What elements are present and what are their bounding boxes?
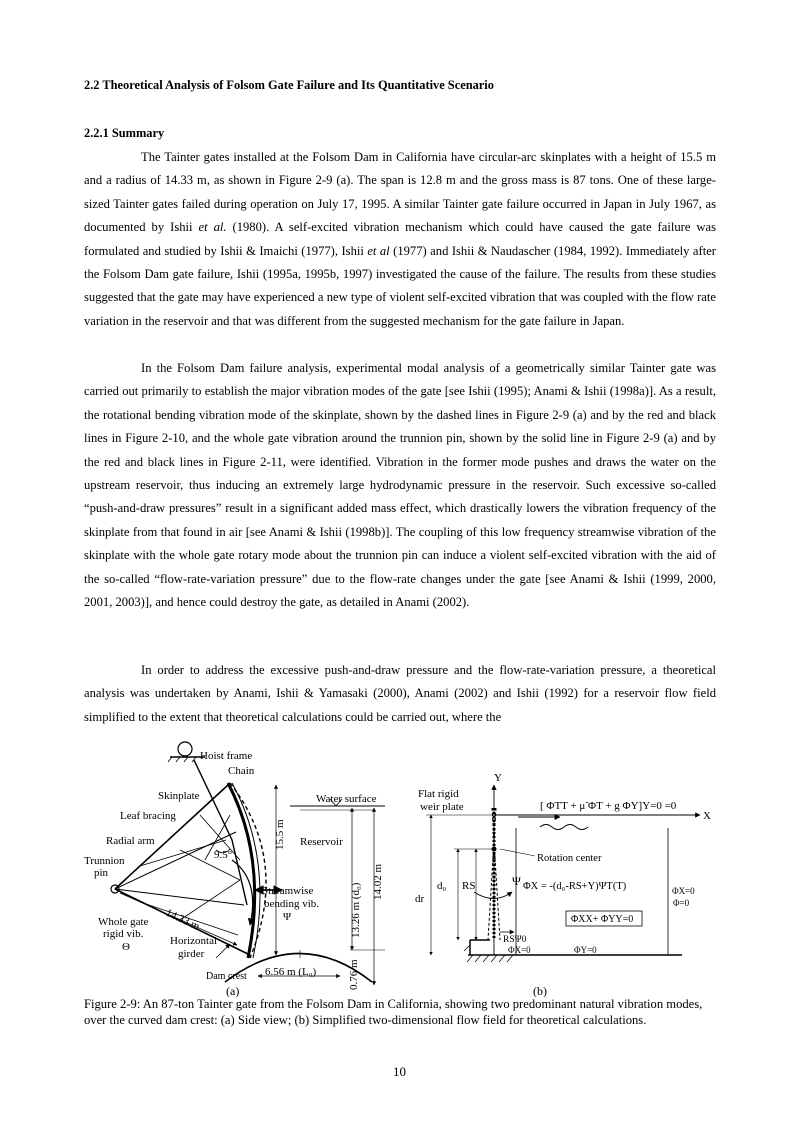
label-whole-gate: Whole gate — [98, 916, 149, 928]
label-psi: Ψ — [283, 911, 292, 923]
page-number: 10 — [393, 1064, 406, 1079]
label-x-axis: X — [703, 810, 711, 822]
label-total-depth: 14.02 m — [372, 863, 384, 900]
label-psi-b: Ψ — [512, 874, 521, 888]
paragraph-1: The Tainter gates installed at the Folsom Dam in California have circular-arc skinplates with a height of 15.5 m and a radius of 14.33 m, as shown in Figure 2-9 (a). The span is 12.8 m and the gross mass is 87 tons. One of these large-sized Tainter gates failed during operation on July 17, 1995. A similar Tainter gate failure occurred in Japan in July 1967, as documented by Ishii et al. (1980). A self-excited vibration mechanism which could have caused the gate failure was formulated and studied by Ishii & Imaichi (1977), Ishii et al (1977) and Ishii & Naudascher (1984, 1992). Immediately after the Folsom Dam gate failure, Ishii (1995a, 1995b, 1997) investigated the cause of the failure. The results from these studies suggested that the gate may have experienced a new type of violent self-excited vibration that was coupled with the flow rate variation in the reservoir and that was different from the suggested mechanism for the gate failure in Japan. — [84, 150, 716, 328]
label-laplace: ΦXX+ ΦYY=0 — [571, 914, 634, 925]
label-bending-vib: bending vib. — [264, 898, 319, 910]
section-heading: 2.2 Theoretical Analysis of Folsom Gate Failure and Its Quantitative Scenario — [84, 78, 494, 92]
label-angle: 9.5° — [214, 849, 233, 861]
panel-b-flow-field — [415, 772, 711, 997]
label-phix0-bottom: ΦX=0 — [508, 945, 531, 955]
label-y-axis: Y — [494, 772, 502, 784]
label-horizontal: Horizontal — [170, 935, 218, 947]
label-flat-rigid: Flat rigid — [418, 788, 459, 800]
label-crest-length: 6.56 m (L₀) — [265, 966, 317, 978]
label-radial-arm: Radial arm — [106, 835, 155, 847]
label-hoist-frame: Hoist frame — [200, 750, 253, 762]
label-rotation-center: Rotation center — [537, 853, 602, 864]
label-streamwise: Streamwise — [262, 885, 314, 897]
label-dam-crest: Dam crest — [206, 971, 247, 982]
panel-a-label: (a) — [226, 984, 240, 997]
label-depth: 13.26 m (d₀) — [350, 882, 362, 938]
label-boundary-equation: [ ΦTT + μ̃ ΦT + g ΦY]Y=0 =0 — [540, 800, 677, 812]
label-theta: Θ — [122, 941, 130, 953]
label-chain: Chain — [228, 765, 255, 777]
label-reservoir: Reservoir — [300, 836, 343, 848]
figure-caption: Figure 2-9: An 87-ton Tainter gate from the Folsom Dam in California, showing two predominant natural vibration modes, over the curved dam crest: (a) Side view; (b) Simplified two-dimensional flow field for theoretical calculations. — [84, 997, 703, 1027]
label-phiy0-bottom: ΦY=0 — [574, 945, 597, 955]
panel-a-side-view — [84, 742, 385, 997]
subsection-heading: 2.2.1 Summary — [84, 126, 165, 140]
label-girder: girder — [178, 948, 205, 960]
label-pin: pin — [94, 867, 109, 879]
label-right-bc-1: ΦX=0 — [672, 886, 695, 896]
label-radius: 14.33 m — [163, 906, 202, 933]
label-rigid-vib: rigid vib. — [103, 928, 144, 940]
label-height: 15.5 m — [274, 819, 286, 850]
label-trunnion: Trunnion — [84, 855, 125, 867]
paragraph-2: In the Folsom Dam failure analysis, experimental modal analysis of a geometrically similar Tainter gate was carried out primarily to establish the major vibration modes of the gate [see Ishii (1995); Anami & Ishii (1998a)]. As a result, the rotational bending vibration mode of the skinplate, shown by the dashed lines in Figure 2-9 (a) and by the red and black lines in Figure 2-10, and the whole gate vibration around the trunnion pin, shown by the solid line in Figure 2-9 (a) and by the red and black lines in Figure 2-11, were identified. Vibration in the former mode pushes and draws the water on the upstream reservoir, thus inducing an extremely large hydrodynamic pressure in the reservoir. Such excessive so-called “push-and-draw pressures” result in a significant added mass effect, which drastically lowers the vibration frequency of the skinplate from that found in air [see Anami & Ishii (1998b)]. The coupling of this low frequency streamwise vibration of the skinplate with the whole gate rotary mode about the trunnion pin can induce a violent self-excited vibration with the aid of the so-called “flow-rate-variation pressure” due to the flow-rate changes under the gate [see Anami & Ishii (1999, 2000, 2001, 2003)], and hence could destroy the gate, as detailed in Anami (2002). — [84, 361, 716, 610]
panel-b-label: (b) — [533, 984, 547, 997]
label-water-surface: Water surface — [316, 793, 377, 805]
label-leaf-bracing: Leaf bracing — [120, 810, 176, 822]
label-weir-plate: weir plate — [420, 801, 464, 813]
label-d0: d₀ — [437, 880, 447, 892]
figure-2-9 — [0, 735, 799, 997]
label-rs: RS — [462, 880, 476, 892]
label-phi-x-equation: ΦX = -(d₀-RS+Y)ΨT(T) — [523, 881, 627, 892]
label-skinplate: Skinplate — [158, 790, 200, 802]
label-gap: 0.76 m — [348, 959, 360, 990]
label-dr: dr — [415, 893, 425, 905]
label-rs-psi0: RSΨ0 — [503, 935, 527, 945]
label-right-bc-2: Φ=0 — [673, 898, 690, 908]
paragraph-3: In order to address the excessive push-and-draw pressure and the flow-rate-variation pressure, a theoretical analysis was undertaken by Anami, Ishii & Yamasaki (2000), Anami (2002) and Ishii (1992) for a reservoir flow field simplified to the extent that theoretical calculations could be carried out, where the — [84, 663, 716, 724]
